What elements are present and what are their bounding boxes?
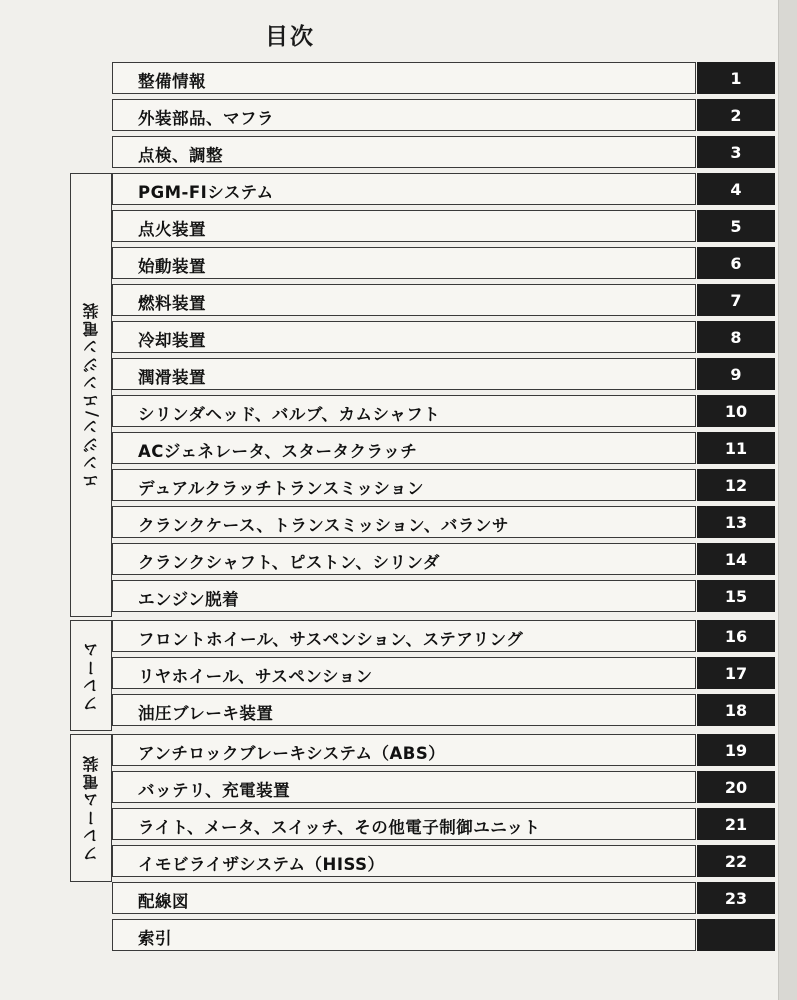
toc-row[interactable] <box>112 620 696 652</box>
group-label: フレーム電装 <box>81 754 101 862</box>
toc-row[interactable] <box>112 919 696 951</box>
section-title: 外装部品、マフラ <box>138 109 274 128</box>
page-edge <box>778 0 797 1000</box>
section-title: 冷却装置 <box>138 331 206 350</box>
group-label: フレーム <box>81 639 101 712</box>
page-title: 目次 <box>265 24 315 50</box>
section-number-tab[interactable]: 18 <box>697 694 775 726</box>
toc-row[interactable] <box>112 734 696 766</box>
group-engine-electrical <box>70 173 112 617</box>
section-number-tab[interactable]: 22 <box>697 845 775 877</box>
section-title: 整備情報 <box>138 72 206 91</box>
section-number-tab[interactable]: 17 <box>697 657 775 689</box>
toc-row[interactable] <box>112 657 696 689</box>
section-title: クランクケース、トランスミッション、バランサ <box>138 516 509 535</box>
toc-row[interactable] <box>112 284 696 316</box>
section-number-tab[interactable]: 5 <box>697 210 775 242</box>
section-number-tab[interactable]: 9 <box>697 358 775 390</box>
section-title: デュアルクラッチトランスミッション <box>138 479 425 498</box>
toc-row[interactable] <box>112 882 696 914</box>
toc-row[interactable] <box>112 771 696 803</box>
section-title: フロントホイール、サスペンション、ステアリング <box>138 630 524 649</box>
toc-row[interactable] <box>112 808 696 840</box>
toc-row[interactable] <box>112 321 696 353</box>
toc-row[interactable] <box>112 845 696 877</box>
section-title: リヤホイール、サスペンション <box>138 667 373 686</box>
toc-row[interactable] <box>112 580 696 612</box>
section-number-tab[interactable]: 7 <box>697 284 775 316</box>
section-title: クランクシャフト、ピストン、シリンダ <box>138 553 440 572</box>
section-title: エンジン脱着 <box>138 590 240 609</box>
section-title: ACジェネレータ、スタータクラッチ <box>138 442 418 461</box>
section-number-tab[interactable]: 15 <box>697 580 775 612</box>
section-number-tab[interactable]: 10 <box>697 395 775 427</box>
section-title: 潤滑装置 <box>138 368 206 387</box>
toc-row[interactable] <box>112 506 696 538</box>
section-number-tab[interactable]: 16 <box>697 620 775 652</box>
section-title: シリンダヘッド、バルブ、カムシャフト <box>138 405 441 424</box>
section-number-tab[interactable]: 6 <box>697 247 775 279</box>
toc-row[interactable] <box>112 694 696 726</box>
section-number-tab[interactable]: 3 <box>697 136 775 168</box>
section-title: 点検、調整 <box>138 146 223 165</box>
section-number-tab[interactable]: 23 <box>697 882 775 914</box>
section-number-tab[interactable]: 13 <box>697 506 775 538</box>
section-title: 始動装置 <box>138 257 206 276</box>
section-number-tab[interactable]: 19 <box>697 734 775 766</box>
toc-row[interactable] <box>112 136 696 168</box>
toc-row[interactable] <box>112 395 696 427</box>
section-number-tab[interactable]: 14 <box>697 543 775 575</box>
toc-row[interactable] <box>112 99 696 131</box>
section-title: バッテリ、充電装置 <box>138 781 291 800</box>
section-number-tab[interactable]: 12 <box>697 469 775 501</box>
section-title: 点火装置 <box>138 220 206 239</box>
section-title: アンチロックブレーキシステム（ABS） <box>138 744 446 763</box>
section-title: 油圧ブレーキ装置 <box>138 704 274 723</box>
section-number-tab[interactable]: 8 <box>697 321 775 353</box>
toc-row[interactable] <box>112 432 696 464</box>
section-number-tab[interactable]: 4 <box>697 173 775 205</box>
toc-row[interactable] <box>112 358 696 390</box>
section-title: ライト、メータ、スイッチ、その他電子制御ユニット <box>138 818 541 837</box>
group-frame-electrical <box>70 734 112 882</box>
section-number-tab[interactable] <box>697 919 775 951</box>
section-number-tab[interactable]: 11 <box>697 432 775 464</box>
toc-row[interactable] <box>112 469 696 501</box>
section-title: 配線図 <box>138 892 189 911</box>
section-title: 索引 <box>138 929 172 948</box>
section-title: イモビライザシステム（HISS） <box>138 855 385 874</box>
section-title: PGM-FIシステム <box>138 183 274 202</box>
section-number-tab[interactable]: 21 <box>697 808 775 840</box>
toc-row[interactable] <box>112 173 696 205</box>
section-number-tab[interactable]: 20 <box>697 771 775 803</box>
toc-row[interactable] <box>112 210 696 242</box>
toc-row[interactable] <box>112 62 696 94</box>
toc-row[interactable] <box>112 543 696 575</box>
section-title: 燃料装置 <box>138 294 206 313</box>
section-number-tab[interactable]: 1 <box>697 62 775 94</box>
section-number-tab[interactable]: 2 <box>697 99 775 131</box>
toc-row[interactable] <box>112 247 696 279</box>
group-label: エンジン/エンジン電装 <box>81 301 101 489</box>
group-frame <box>70 620 112 731</box>
